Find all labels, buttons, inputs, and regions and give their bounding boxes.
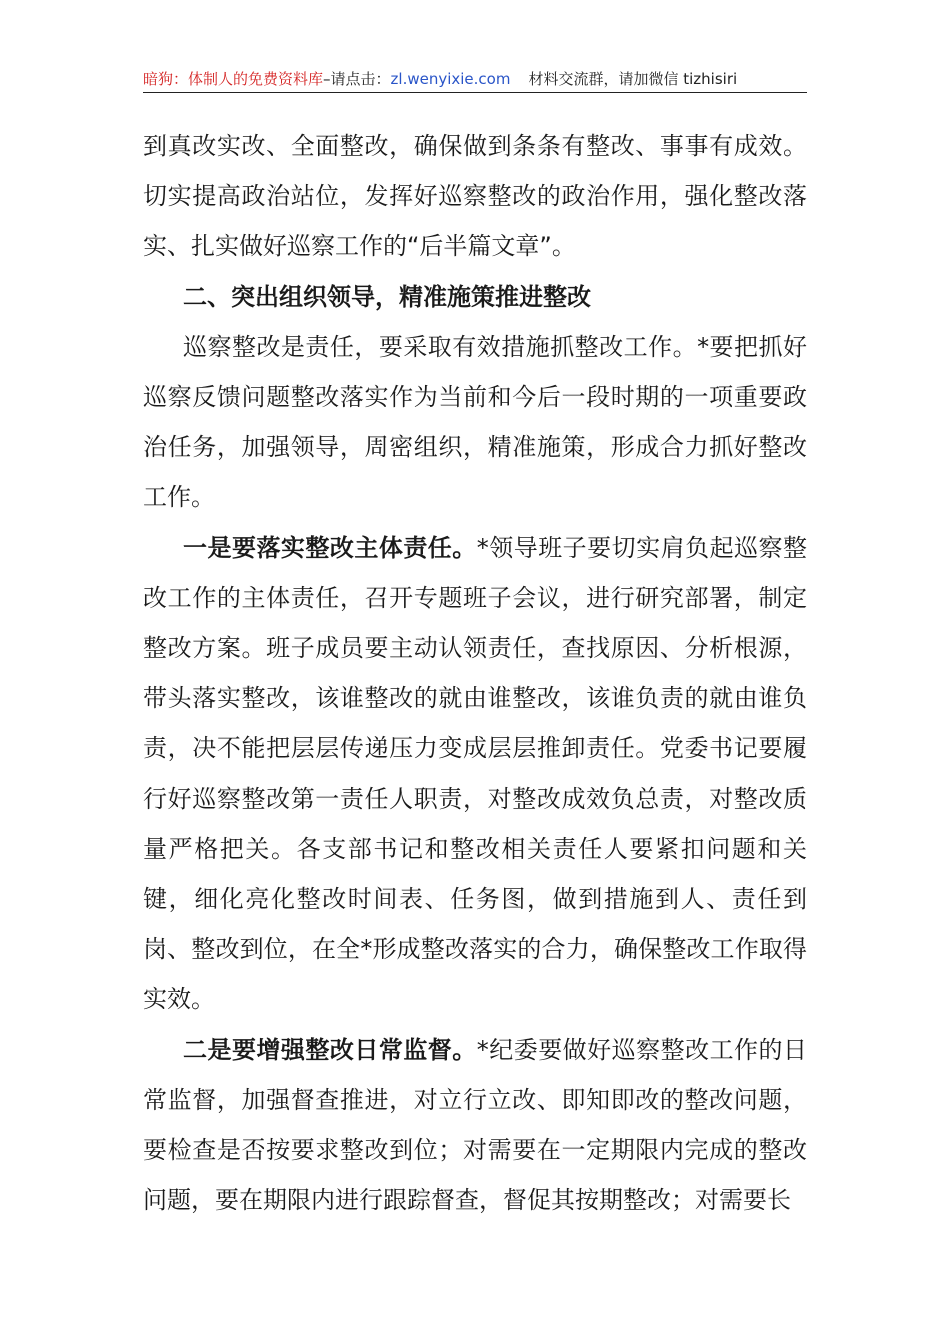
header-group-note: 材料交流群，请加微信 tizhisiri <box>528 70 738 88</box>
paragraph-point-one <box>143 523 807 1025</box>
point-two-lead: 二是要增强整改日常监督。 <box>183 1035 477 1064</box>
paragraph-intro: 巡察整改是责任，要采取有效措施抓整改工作。*要把抓好巡察反馈问题整改落实作为当前和今后一段时期的一项重要政治任务，加强领导，周密组织，精准施策，形成合力抓好整改工作。 <box>143 332 807 512</box>
page-header <box>143 66 807 93</box>
header-brand: 暗狗：体制人的免费资料库 <box>143 70 324 88</box>
paragraph-continued: 到真改实改、全面整改，确保做到条条有整改、事事有成效。切实提高政治站位，发挥好巡察整改的政治作用，强化整改落实、扎实做好巡察工作的“后半篇文章”。 <box>143 132 807 261</box>
point-one-text: *领导班子要切实肩负起巡察整改工作的主体责任，召开专题班子会议，进行研究部署，制定整改方案。班子成员要主动认领责任，查找原因、分析根源，带头落实整改，该谁整改的就由谁整改，该谁负责的就由谁负责，决不能把层层传递压力变成层层推卸责任。党委书记要履行好巡察整改第一责任人职责，对整改成效负总责，对整改质量严格把关。各支部书记和整改相关责任人要紧扣问题和关键，细化亮化整改时间表、任务图，做到措施到人、责任到岗、整改到位，在全*形成整改落实的合力，确保整改工作取得实效。 <box>143 533 808 1014</box>
point-one-lead: 一是要落实整改主体责任。 <box>183 533 477 562</box>
document-body <box>143 121 807 1225</box>
header-url-link[interactable]: zl.wenyixie.com <box>390 70 511 88</box>
point-two-text: *纪委要做好巡察整改工作的日常监督，加强督查推进，对立行立改、即知即改的整改问题，要检查是否按要求整改到位；对需要在一定期限内完成的整改问题，要在期限内进行跟踪督查，督促其按期整改；对需要长 <box>143 1035 808 1215</box>
header-click-prefix: –请点击： <box>323 70 391 88</box>
paragraph-point-two <box>143 1025 807 1226</box>
section-heading: 二、突出组织领导，精准施策推进整改 <box>183 282 591 311</box>
